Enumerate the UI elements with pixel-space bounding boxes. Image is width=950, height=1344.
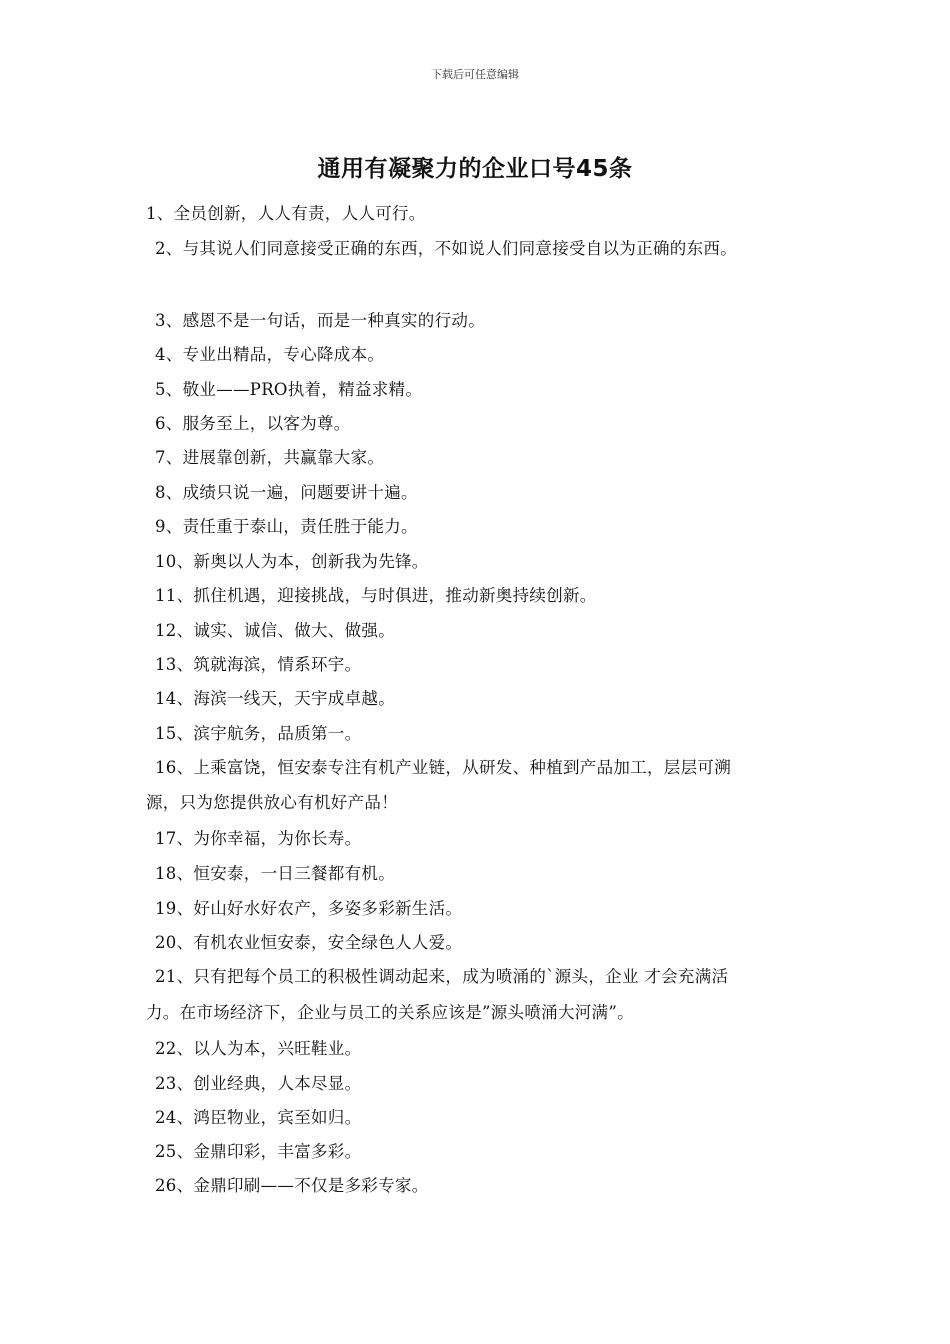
- slogan-line: 源，只为您提供放心有机好产品！: [146, 793, 398, 812]
- page-header-note: 下载后可任意编辑: [431, 68, 519, 81]
- slogan-line: 13、筑就海滨，情系环宇。: [155, 655, 362, 674]
- slogan-line: 24、鸿臣物业，宾至如归。: [155, 1108, 362, 1127]
- slogan-line: 20、有机农业恒安泰，安全绿色人人爱。: [155, 933, 463, 952]
- slogan-line: 11、抓住机遇，迎接挑战，与时俱进，推动新奥持续创新。: [155, 586, 597, 605]
- slogan-line: 16、上乘富饶，恒安泰专注有机产业链，从研发、种植到产品加工，层层可溯: [155, 758, 731, 777]
- slogan-line: 10、新奥以人为本，创新我为先锋。: [155, 552, 429, 571]
- slogan-line: 3、感恩不是一句话，而是一种真实的行动。: [155, 311, 485, 330]
- slogan-line: 18、恒安泰，一日三餐都有机。: [155, 864, 395, 883]
- slogan-line: 19、好山好水好农产，多姿多彩新生活。: [155, 899, 463, 918]
- slogan-line: 25、金鼎印彩，丰富多彩。: [155, 1142, 362, 1161]
- document-title: 通用有凝聚力的企业口号45条: [317, 156, 633, 182]
- slogan-line: 17、为你幸福，为你长寿。: [155, 829, 362, 848]
- slogan-line: 1、全员创新，人人有责，人人可行。: [146, 204, 426, 223]
- slogan-line: 12、诚实、诚信、做大、做强。: [155, 621, 395, 640]
- slogan-line: 力。在市场经济下，企业与员工的关系应该是”源头喷涌大河满”。: [146, 1003, 634, 1022]
- slogan-line: 14、海滨一线天，天宇成卓越。: [155, 689, 395, 708]
- slogan-line: 15、滨宇航务，品质第一。: [155, 724, 362, 743]
- slogan-line: 7、进展靠创新，共赢靠大家。: [155, 448, 385, 467]
- slogan-line: 8、成绩只说一遍，问题要讲十遍。: [155, 483, 418, 502]
- slogan-line: 23、创业经典，人本尽显。: [155, 1074, 362, 1093]
- slogan-line: 22、以人为本，兴旺鞋业。: [155, 1039, 362, 1058]
- slogan-line: 21、只有把每个员工的积极性调动起来，成为喷涌的`源头，企业 才会充满活: [155, 967, 729, 986]
- slogan-line: 26、金鼎印刷——不仅是多彩专家。: [155, 1176, 429, 1195]
- slogan-line: 2、与其说人们同意接受正确的东西，不如说人们同意接受自以为正确的东西。: [155, 239, 737, 258]
- slogan-line: 9、责任重于泰山，责任胜于能力。: [155, 517, 418, 536]
- slogan-line: 4、专业出精品，专心降成本。: [155, 345, 385, 364]
- slogan-line: 6、服务至上，以客为尊。: [155, 414, 351, 433]
- slogan-line: 5、敬业——PRO执着，精益求精。: [155, 380, 423, 399]
